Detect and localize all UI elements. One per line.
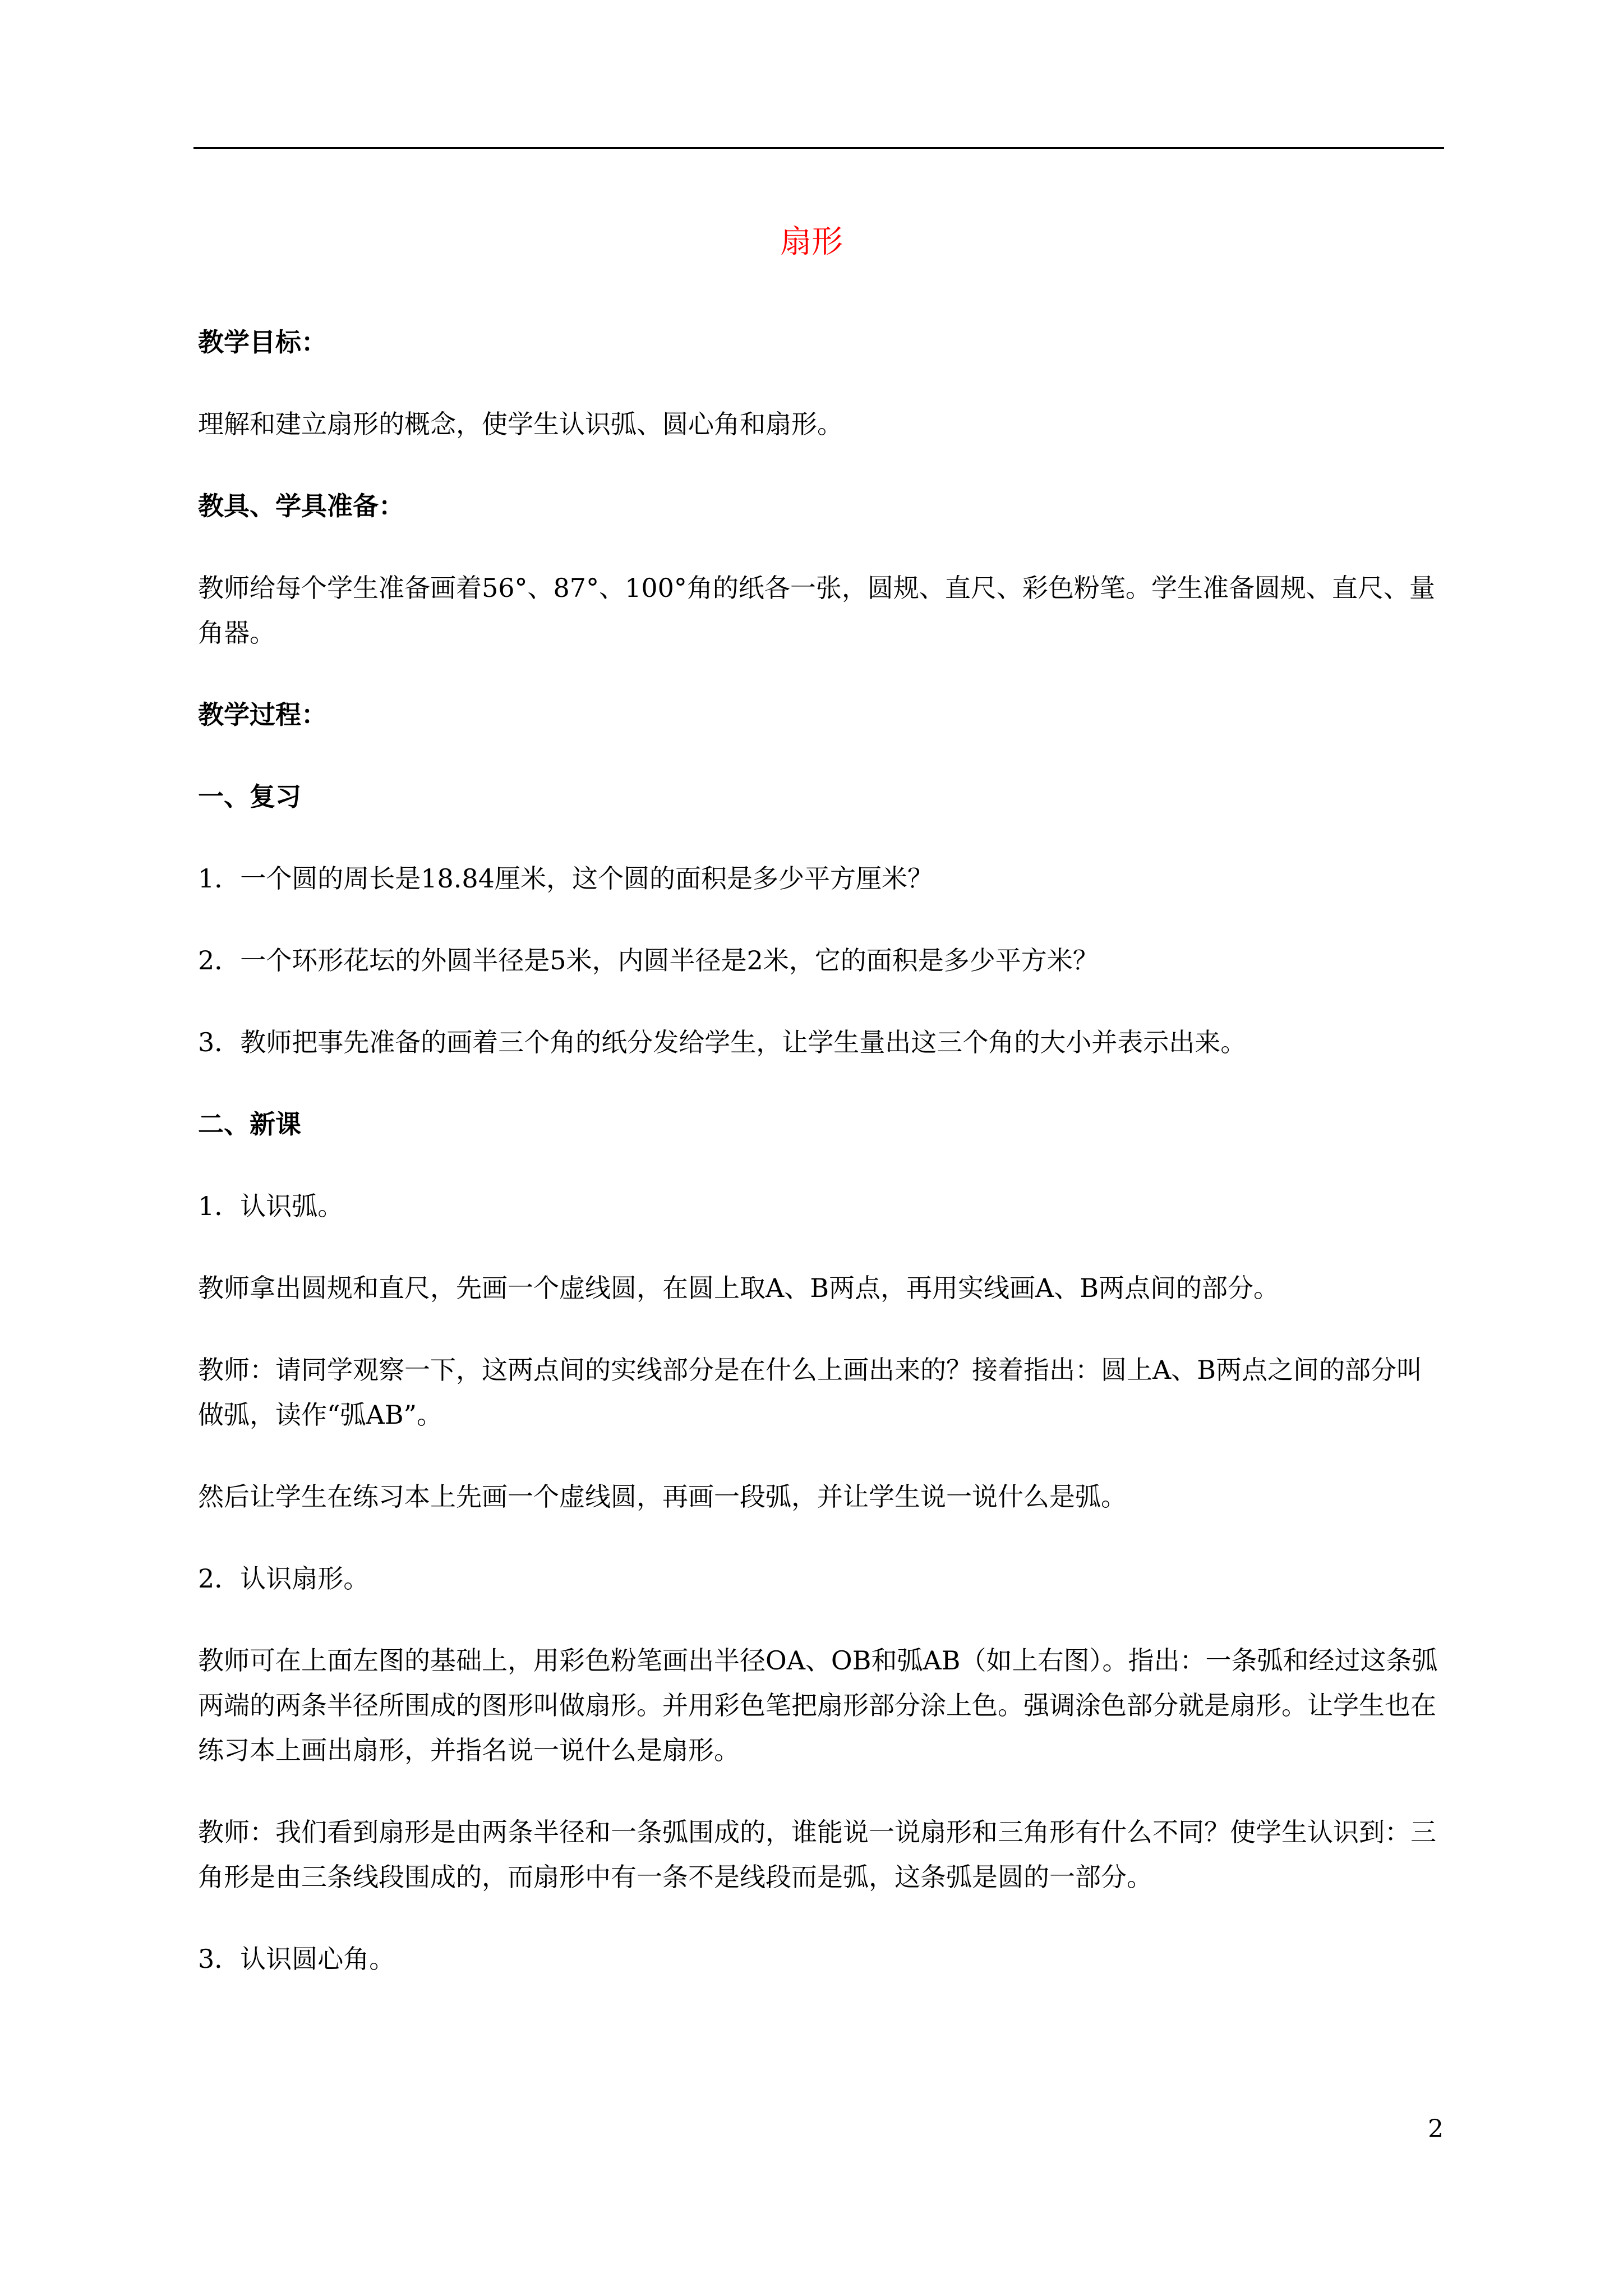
section-heading-review: 一、复习 [198,781,301,812]
paragraph-arc-demo: 教师拿出圆规和直尺，先画一个虚线圆，在圆上取A、B两点，再用实线画A、B两点间的部分。 [198,1273,1280,1303]
paragraph-sector-comparison: 教师：我们看到扇形是由两条半径和一条弧围成的，谁能说一说扇形和三角形有什么不同？使学生认识到：三角形是由三条线段围成的，而扇形中有一条不是线段而是弧，这条弧是圆的一部分。 [198,1817,1436,1892]
document-title: 扇形 [780,224,843,260]
review-item-1: 1．一个圆的周长是18.84厘米，这个圆的面积是多少平方厘米？ [198,863,933,894]
page-number: 2 [1428,2115,1444,2143]
section-heading-process: 教学过程： [198,700,327,730]
lesson-step-sector: 2．认识扇形。 [198,1563,370,1594]
review-item-3: 3．教师把事先准备的画着三个角的纸分发给学生，让学生量出这三个角的大小并表示出来。 [198,1027,1247,1057]
section-heading-materials: 教具、学具准备： [198,491,404,521]
document-body [198,320,1444,2018]
section-heading-new-lesson: 二、新课 [198,1109,301,1139]
lesson-step-central-angle: 3．认识圆心角。 [198,1944,395,1974]
review-item-2: 2．一个环形花坛的外圆半径是5米，内圆半径是2米，它的面积是多少平方米？ [198,945,1099,976]
paragraph-objectives: 理解和建立扇形的概念，使学生认识弧、圆心角和扇形。 [198,409,843,439]
lesson-step-arc: 1．认识弧。 [198,1191,344,1221]
paragraph-arc-practice: 然后让学生在练习本上先画一个虚线圆，再画一段弧，并让学生说一说什么是弧。 [198,1481,1127,1512]
paragraph-sector-demo: 教师可在上面左图的基础上，用彩色粉笔画出半径OA、OB和弧AB（如上右图）。指出：一条弧和经过这条弧两端的两条半径所围成的图形叫做扇形。并用彩色笔把扇形部分涂上色。强调涂色部分就是扇形。让学生也在练习本上画出扇形，并指名说一说什么是扇形。 [198,1645,1438,1765]
section-heading-objectives: 教学目标： [198,327,327,357]
paragraph-arc-explanation: 教师：请同学观察一下，这两点间的实线部分是在什么上画出来的？接着指出：圆上A、B两点之间的部分叫做弧，读作“弧AB”。 [198,1355,1423,1430]
paragraph-materials: 教师给每个学生准备画着56°、87°、100°角的纸各一张，圆规、直尺、彩色粉笔。学生准备圆规、直尺、量角器。 [198,573,1435,648]
header-rule [193,147,1444,149]
